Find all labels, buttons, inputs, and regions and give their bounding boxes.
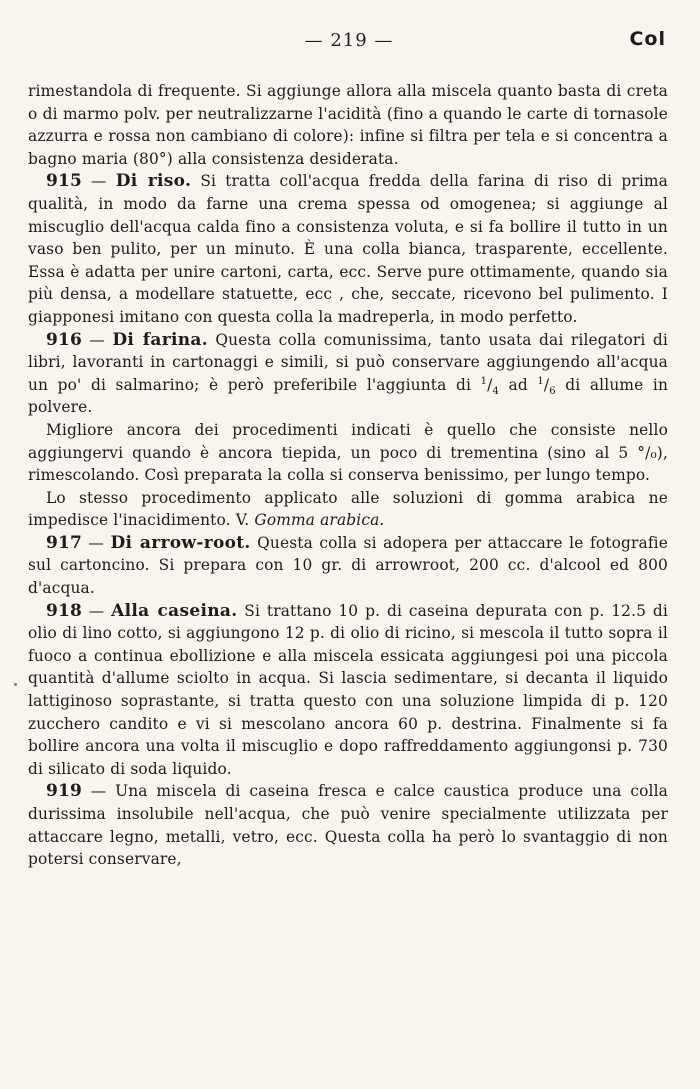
entry-number: 917 <box>46 532 82 553</box>
entry-917 <box>28 532 668 600</box>
entry-text: Una miscela di caseina fresca e calce caustica produce una colla durissima insolubile nell'acqua, che può venire specialmente utilizzata per attaccare legno, metalli, vetro, ecc. Questa colla ha però lo svantaggio di non potersi conservare, <box>28 782 668 869</box>
entry-text: Questa colla si adopera per attaccare le fotografie sul cartoncino. Si prepara con 10 gr. di arrowroot, 200 cc. d'alcool ed 800 d'acqua. <box>28 533 669 598</box>
entry-number: 916 <box>46 329 82 350</box>
entry-916: 916 — Di farina. Questa colla comunissima, tanto usata dai rilegatori di libri, lavoranti in cartonaggi e simili, si può conservare aggiungendo all'acqua un po' di salmarino; è però preferibile l'aggiunta di $^1/_4$ ad $^1/_6$ di allume in polvere. <box>28 329 669 417</box>
entry-text: ), rimescolando. Così preparata la colla si conserva benissimo, per lungo tempo. <box>28 443 668 485</box>
paragraph-intro: rimestandola di frequente. Si aggiunge allora alla miscela quanto basta di creta o di marmo polv. per neutralizzarne l'acidità (fino a quando le carte di tornasole azzurra e rossa non cambiano di colore): infine si filtra per tela e si concentra a bagno maria (80°) alla consistenza desiderata. <box>28 82 668 168</box>
entry-title: Di farina. <box>112 329 208 350</box>
entry-text: di allume in polvere. <box>28 375 669 417</box>
entry-text: Questa colla comunissima, tanto usata dai rilegatori di libri, lavoranti in cartonaggi e simili, si può conservare aggiungendo all'acqua un po' di salmarino; è però preferibile l'aggiunta di <box>28 330 668 394</box>
entry-number: 918 <box>46 600 82 621</box>
entry-916-continued <box>28 419 668 487</box>
margin-speck <box>14 683 17 686</box>
entry-text: Lo stesso procedimento applicato alle soluzioni di gomma arabica ne impedisce l'inacidimento. V. <box>28 488 668 530</box>
entry-text: Migliore ancora dei procedimenti indicati è quello che consiste nello aggiungervi quando è ancora tiepida, un poco di trementina (sino al 5 <box>28 420 668 462</box>
running-head: Col <box>629 28 666 50</box>
entry-dash: — <box>81 533 111 552</box>
entry-916-note <box>28 487 668 532</box>
entry-title: Alla caseina. <box>111 600 238 621</box>
body-text <box>28 80 668 871</box>
entry-dash: — <box>81 601 112 620</box>
entry-dash: — <box>81 782 116 801</box>
fraction-denominator: 6 <box>549 385 556 397</box>
entry-title: Di arrow-root. <box>110 532 251 553</box>
entry-text: ad <box>508 375 528 394</box>
entry-dash: — <box>81 172 116 191</box>
entry-number: 919 <box>46 781 82 802</box>
entry-dash: — <box>81 330 113 349</box>
entry-text: Si trattano 10 p. di caseina depurata con p. 12.5 di olio di lino cotto, si aggiungono 12 p. di olio di ricino, si mescola il tutto sopra il fuoco a continua ebollizione e alla miscela essicata aggiungesi poi una piccola quantità d'allume sciolto in acqua. Si lascia sedimentare, si decanta il liquido lattiginoso soprastante, si tratta questo con una soluzione limpida di p. 120 zucchero candito e vi si mescolano ancora 60 p. destrina. Finalmente si fa bollire ancora una volta il miscuglio e dopo raffreddamento aggiungonsi p. 730 di silicato di soda liquido. <box>28 601 668 778</box>
entry-915 <box>28 170 668 328</box>
cross-reference: Gomma arabica. <box>254 511 385 530</box>
fraction-numerator: 1 <box>537 375 544 387</box>
permille-sign: °/₀ <box>637 443 657 462</box>
entry-text: Si tratta coll'acqua fredda della farina di riso di prima qualità, in modo da farne una crema spessa od omogenea; si aggiunge al miscuglio dell'acqua calda fino a consistenza voluta, e si fa bollire il tutto in un vaso ben pulito, per un minuto. È una colla bianca, trasparente, eccellente. Essa è adatta per unire cartoni, carta, ecc. Serve pure ottimamente, quando sia più densa, a modellare statuette, ecc , che, seccate, ricevono bel pulimento. I giapponesi imitano con questa colla la madreperla, in modo perfetto. <box>28 172 668 326</box>
entry-title: Di riso. <box>115 171 192 192</box>
entry-919 <box>28 780 668 870</box>
page-header <box>28 28 670 58</box>
fraction-denominator: 4 <box>492 385 499 397</box>
page-number: — 219 — <box>304 30 394 51</box>
entry-918 <box>28 600 668 781</box>
entry-number: 915 <box>46 171 82 192</box>
fraction-numerator: 1 <box>480 375 488 387</box>
